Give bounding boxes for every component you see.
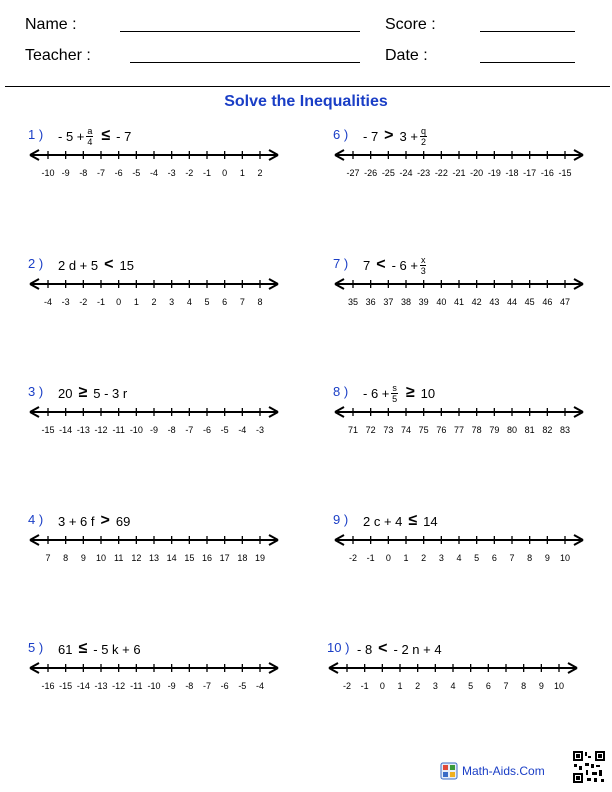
tick-label: 11 — [113, 553, 124, 563]
tick-label: -3 — [61, 297, 70, 307]
problem-8 — [333, 382, 593, 452]
tick-label: -16 — [41, 681, 55, 691]
tick-label: -6 — [114, 168, 123, 178]
name-field-line[interactable] — [120, 31, 360, 32]
tick-label: 7 — [509, 553, 515, 563]
tick-label: -3 — [255, 425, 265, 435]
number-line[interactable] — [28, 276, 280, 316]
header-divider — [5, 86, 610, 87]
fraction — [420, 255, 427, 276]
tick-label: 0 — [116, 297, 122, 307]
tick-label: 39 — [418, 297, 429, 307]
tick-label: 9 — [544, 553, 550, 563]
relation-symbol: ≥ — [78, 384, 88, 401]
teacher-label: Teacher : — [25, 47, 91, 64]
tick-label: -3 — [167, 168, 176, 178]
fraction-numerator: x — [420, 254, 426, 265]
tick-label: 6 — [222, 297, 228, 307]
tick-label: -1 — [366, 553, 375, 563]
tick-label: -14 — [76, 681, 90, 691]
problem-number: 7 ) — [333, 256, 349, 271]
tick-label: 36 — [365, 297, 376, 307]
tick-label: 17 — [219, 553, 230, 563]
tick-label: 6 — [485, 681, 491, 691]
tick-label: -6 — [202, 425, 212, 435]
tick-label: 0 — [385, 553, 391, 563]
tick-label: -8 — [167, 425, 176, 435]
tick-label: -7 — [185, 425, 194, 435]
qr-code-icon — [572, 750, 606, 784]
tick-label: 37 — [383, 297, 394, 307]
tick-label: -19 — [487, 168, 501, 178]
score-label: Score : — [385, 16, 436, 33]
relation-symbol: < — [378, 640, 388, 657]
expression-term: 15 — [119, 257, 134, 273]
tick-label: 2 — [415, 681, 421, 691]
fraction-numerator: s — [392, 382, 397, 393]
expression-term: - 2 n + 4 — [393, 641, 442, 657]
tick-label: -22 — [434, 168, 448, 178]
inequality-expression — [58, 382, 127, 404]
tick-label: -11 — [130, 681, 143, 691]
inequality-expression — [58, 510, 130, 532]
tick-label: -9 — [167, 681, 176, 691]
tick-label: -9 — [61, 168, 70, 178]
number-line[interactable] — [333, 276, 585, 316]
worksheet-title: Solve the Inequalities — [224, 93, 388, 110]
tick-label: -17 — [523, 168, 537, 178]
tick-label: 6 — [491, 553, 497, 563]
tick-label: 4 — [186, 297, 192, 307]
problem-number: 5 ) — [28, 640, 44, 655]
tick-label: -23 — [417, 168, 431, 178]
tick-label: 10 — [559, 553, 571, 563]
tick-label: 38 — [400, 297, 412, 307]
inequality-expression — [357, 638, 442, 660]
tick-label: 8 — [63, 553, 69, 563]
brand-text: Math-Aids.Com — [462, 764, 545, 778]
tick-label: -8 — [185, 681, 194, 691]
inequality-expression — [58, 254, 134, 276]
tick-label: -15 — [41, 425, 55, 435]
tick-label: -20 — [470, 168, 484, 178]
tick-label: 4 — [450, 681, 456, 691]
problem-7 — [333, 254, 593, 324]
tick-label: -4 — [43, 297, 53, 307]
name-label: Name : — [25, 16, 77, 33]
tick-label: -10 — [41, 168, 55, 178]
tick-label: -12 — [112, 681, 126, 691]
expression-term: 20 — [58, 385, 73, 401]
problem-number: 8 ) — [333, 384, 349, 399]
tick-label: -7 — [202, 681, 212, 691]
number-line[interactable] — [333, 532, 585, 572]
tick-label: -10 — [147, 681, 161, 691]
inequality-expression — [58, 125, 131, 147]
tick-label: 7 — [239, 297, 245, 307]
relation-symbol: ≤ — [78, 640, 88, 657]
tick-label: -5 — [132, 168, 141, 178]
relation-symbol: < — [376, 256, 386, 273]
expression-term: - 7 — [363, 128, 379, 144]
tick-label: -2 — [348, 553, 358, 563]
inequality-expression — [363, 510, 438, 532]
tick-label: 45 — [524, 297, 535, 307]
tick-label: 82 — [542, 425, 553, 435]
relation-symbol: ≥ — [405, 384, 415, 401]
problem-number: 3 ) — [28, 384, 44, 399]
fraction-denominator: 5 — [392, 393, 398, 404]
tick-label: 19 — [254, 553, 266, 563]
problem-9 — [333, 510, 593, 580]
tick-label: 2 — [421, 553, 427, 563]
expression-term: - 7 — [116, 128, 132, 144]
tick-label: -5 — [238, 681, 247, 691]
tick-label: 3 — [432, 681, 438, 691]
expression-term: - 5 k + 6 — [93, 641, 141, 657]
tick-label: 43 — [489, 297, 500, 307]
relation-symbol: > — [384, 127, 394, 144]
brand-logo — [440, 762, 545, 780]
tick-label: -6 — [220, 681, 229, 691]
tick-label: 77 — [453, 425, 465, 435]
expression-term: 3 + 6 f — [58, 513, 95, 529]
problem-4 — [28, 510, 288, 580]
tick-label: 9 — [538, 681, 544, 691]
expression-term: 14 — [423, 513, 438, 529]
tick-label: 0 — [222, 168, 228, 178]
tick-label: -13 — [76, 425, 90, 435]
problem-number: 9 ) — [333, 512, 349, 527]
fraction-denominator: 3 — [420, 265, 426, 276]
fraction — [391, 383, 398, 404]
fraction — [86, 126, 93, 147]
tick-label: 73 — [383, 425, 394, 435]
tick-label: 2 — [151, 297, 157, 307]
tick-label: -12 — [94, 425, 108, 435]
tick-label: -2 — [79, 297, 88, 307]
tick-label: 5 — [474, 553, 480, 563]
tick-label: 74 — [400, 425, 412, 435]
tick-label: 35 — [347, 297, 359, 307]
relation-symbol: ≤ — [408, 512, 418, 529]
tick-label: -16 — [540, 168, 554, 178]
problem-number: 1 ) — [28, 127, 44, 142]
problem-6 — [333, 125, 593, 195]
tick-label: -13 — [94, 681, 108, 691]
expression-term: - 5 + — [58, 128, 85, 144]
expression-term: 10 — [420, 385, 436, 401]
problem-1 — [28, 125, 288, 195]
tick-label: 1 — [403, 553, 409, 563]
tick-label: -27 — [346, 168, 360, 178]
tick-label: 16 — [201, 553, 213, 563]
tick-label: -4 — [238, 425, 247, 435]
calculator-icon — [440, 762, 458, 780]
tick-label: -14 — [59, 425, 73, 435]
expression-term: - 8 — [357, 641, 373, 657]
score-field-line[interactable] — [480, 31, 575, 32]
tick-label: 80 — [506, 425, 518, 435]
inequality-expression — [363, 254, 428, 276]
expression-term: - 6 + — [391, 257, 418, 273]
problem-number: 2 ) — [28, 256, 44, 271]
tick-label: 1 — [239, 168, 245, 178]
tick-label: -24 — [399, 168, 413, 178]
tick-label: 12 — [131, 553, 142, 563]
expression-term: 2 c + 4 — [363, 513, 403, 529]
expression-term: 61 — [58, 641, 73, 657]
tick-label: 5 — [204, 297, 210, 307]
problem-number: 4 ) — [28, 512, 44, 527]
tick-label: 15 — [184, 553, 195, 563]
tick-label: 83 — [559, 425, 571, 435]
tick-label: 4 — [456, 553, 462, 563]
expression-term: 7 — [363, 257, 371, 273]
tick-label: 8 — [521, 681, 527, 691]
tick-label: -2 — [185, 168, 194, 178]
tick-label: 13 — [148, 553, 160, 563]
tick-label: 14 — [166, 553, 177, 563]
relation-symbol: ≤ — [101, 127, 111, 144]
problem-3 — [28, 382, 288, 452]
tick-label: -1 — [96, 297, 106, 307]
tick-label: 75 — [418, 425, 429, 435]
tick-label: -21 — [452, 168, 466, 178]
tick-label: -8 — [79, 168, 88, 178]
inequality-expression — [363, 125, 429, 147]
tick-label: 40 — [436, 297, 447, 307]
tick-label: 47 — [559, 297, 571, 307]
relation-symbol: < — [104, 256, 114, 273]
tick-label: -15 — [558, 168, 572, 178]
expression-term: 3 + — [399, 128, 418, 144]
tick-label: 46 — [542, 297, 553, 307]
tick-label: 1 — [133, 297, 139, 307]
tick-label: 7 — [45, 553, 51, 563]
tick-label: -18 — [505, 168, 519, 178]
tick-label: -26 — [364, 168, 378, 178]
number-line[interactable] — [28, 660, 280, 700]
number-line[interactable] — [28, 147, 280, 187]
tick-label: 42 — [471, 297, 482, 307]
tick-label: 5 — [468, 681, 474, 691]
tick-label: -4 — [149, 168, 159, 178]
tick-label: 9 — [80, 553, 86, 563]
tick-label: 8 — [527, 553, 533, 563]
tick-label: -9 — [149, 425, 159, 435]
tick-label: 0 — [379, 681, 385, 691]
number-line[interactable] — [28, 532, 280, 572]
tick-label: 2 — [257, 168, 263, 178]
expression-term: - 6 + — [363, 385, 390, 401]
problem-10 — [327, 638, 587, 708]
expression-term: 69 — [115, 513, 131, 529]
tick-label: 1 — [397, 681, 403, 691]
tick-label: -10 — [129, 425, 143, 435]
problem-number: 6 ) — [333, 127, 349, 142]
problem-number: 10 ) — [327, 640, 350, 655]
tick-label: 3 — [438, 553, 444, 563]
tick-label: -7 — [96, 168, 106, 178]
tick-label: 44 — [506, 297, 518, 307]
inequality-expression — [58, 638, 141, 660]
fraction-denominator: 2 — [420, 136, 426, 147]
relation-symbol: > — [100, 512, 110, 529]
fraction — [420, 126, 427, 147]
date-label: Date : — [385, 47, 428, 64]
number-line[interactable] — [333, 404, 585, 444]
problem-5 — [28, 638, 288, 708]
teacher-field-line[interactable] — [130, 62, 360, 63]
tick-label: 10 — [95, 553, 107, 563]
fraction-numerator: q — [420, 125, 426, 136]
tick-label: 7 — [503, 681, 509, 691]
tick-label: 81 — [524, 425, 535, 435]
tick-label: 71 — [347, 425, 359, 435]
tick-label: -4 — [255, 681, 265, 691]
problem-2 — [28, 254, 288, 324]
tick-label: 72 — [365, 425, 376, 435]
inequality-expression — [363, 382, 435, 404]
tick-label: 41 — [453, 297, 465, 307]
tick-label: -25 — [381, 168, 395, 178]
tick-label: 18 — [237, 553, 248, 563]
tick-label: 3 — [169, 297, 175, 307]
tick-label: 10 — [553, 681, 565, 691]
tick-label: 8 — [257, 297, 263, 307]
expression-term: 2 d + 5 — [58, 257, 99, 273]
expression-term: 5 - 3 r — [93, 385, 128, 401]
date-field-line[interactable] — [480, 62, 575, 63]
tick-label: -2 — [342, 681, 352, 691]
tick-label: 76 — [436, 425, 447, 435]
tick-label: -1 — [202, 168, 212, 178]
tick-label: -15 — [59, 681, 73, 691]
tick-label: 79 — [489, 425, 500, 435]
fraction-numerator: a — [87, 125, 93, 136]
number-line[interactable] — [28, 404, 280, 444]
tick-label: 78 — [471, 425, 482, 435]
number-line[interactable] — [327, 660, 579, 700]
tick-label: -11 — [112, 425, 125, 435]
number-line[interactable] — [333, 147, 585, 187]
tick-label: -5 — [220, 425, 229, 435]
fraction-denominator: 4 — [87, 136, 93, 147]
tick-label: -1 — [360, 681, 369, 691]
